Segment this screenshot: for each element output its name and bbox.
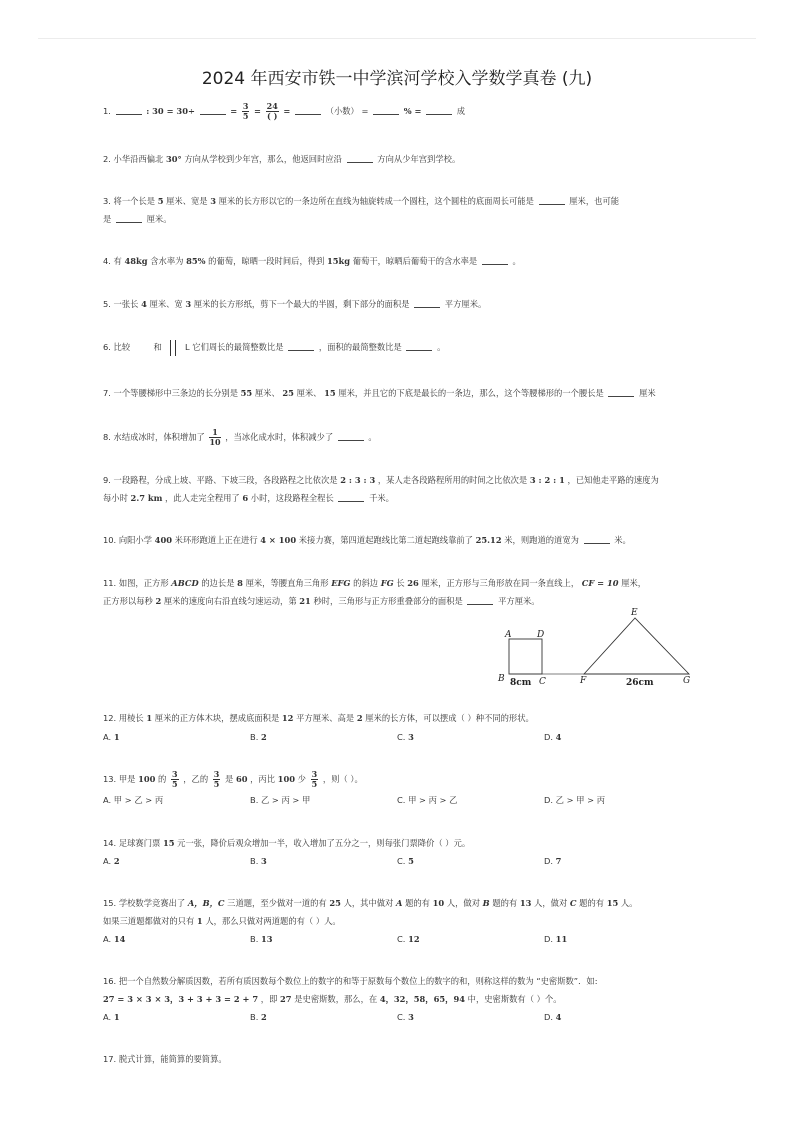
q15-qa: A <box>396 898 403 908</box>
q16-option-a[interactable]: A. 1 <box>103 1012 120 1022</box>
q13-d: 是 <box>224 774 234 784</box>
q15-n25: 25 <box>329 898 341 908</box>
q1-fraction-2 <box>266 102 279 121</box>
top-divider <box>38 38 756 39</box>
q2-blank <box>347 152 373 163</box>
question-16 <box>103 972 703 991</box>
q11-l2-a: 正方形以每秒 <box>103 596 153 606</box>
q11-label-A: A <box>505 630 512 640</box>
q11-blank <box>467 594 493 605</box>
q4-a: 4. 有 <box>103 256 122 266</box>
q13-n60: 60 <box>235 774 248 784</box>
q9-l2-a: 每小时 <box>103 493 128 503</box>
q5-n4: 4 <box>141 299 147 309</box>
q15-abc: A，B，C <box>187 898 225 908</box>
q1-percent: % = <box>403 106 422 116</box>
q8-a: 8. 水结成冰时，体积增加了 <box>103 432 205 442</box>
q6-e: 。 <box>437 342 446 352</box>
q13-option-d[interactable]: D. 乙 > 甲 > 丙 <box>544 795 606 805</box>
q16-list: 4，32，58，65，94 <box>379 994 465 1004</box>
q13-fraction-3: $\frac{3}{5}$ <box>311 769 318 789</box>
q9-l1-c: ，已知他走平路的速度为 <box>567 475 659 485</box>
q6-d: ，面积的最简整数比是 <box>318 342 402 352</box>
q10-a: 10. 向阳小学 <box>103 535 153 545</box>
q1-fraction-1 <box>242 102 250 121</box>
q7-n3: 15 <box>324 388 336 398</box>
q8-frac-num: 1 <box>209 428 220 438</box>
q11-n8: 8 <box>237 578 243 588</box>
q12-a: 12. 用棱长 <box>103 713 144 723</box>
q11-n2: 2 <box>155 596 162 606</box>
q13-option-a[interactable]: A. 甲 > 乙 > 丙 <box>103 795 164 805</box>
q11-triangle <box>584 618 689 674</box>
q4-weight: 48kg <box>124 256 148 266</box>
q9-l2-c: 小时，这段路程全程长 <box>250 493 334 503</box>
question-9 <box>103 471 703 490</box>
q4-blank <box>482 254 508 265</box>
q8-frac-den: 10 <box>209 437 221 447</box>
q13-option-b[interactable]: B. 乙 > 丙 > 甲 <box>250 795 311 805</box>
q1-eq3: = <box>283 106 291 116</box>
q15-l1-h: 题的有 <box>579 898 605 908</box>
q15-l1-c: 人，其中做对 <box>343 898 394 908</box>
q4-weight-2: 15kg <box>326 256 351 266</box>
q3-l2-a: 是 <box>103 214 112 224</box>
q5-blank <box>414 297 440 308</box>
q9-time: 6 <box>242 493 249 503</box>
q10-c: 米接力赛，第四道起跑线比第二道起跑线靠前了 <box>298 535 473 545</box>
q11-length-8cm: 8cm <box>510 678 532 688</box>
q1-blank-1 <box>116 104 142 115</box>
q15-option-c[interactable]: C. 12 <box>397 934 420 944</box>
q13-fraction-1: $\frac{3}{5}$ <box>172 769 178 789</box>
q13-f: 少 <box>297 774 306 784</box>
q9-l2-d: 千米。 <box>369 493 394 503</box>
q12-n1: 1 <box>146 713 153 723</box>
q2-text-a: 2. 小华沿西偏北 <box>103 154 164 164</box>
q12-option-a[interactable]: A. 1 <box>103 732 120 742</box>
q4-c: 的葡萄，晾晒一段时间后，得到 <box>208 256 325 266</box>
q6-b: 和 <box>153 342 162 352</box>
question-12 <box>103 709 703 728</box>
q9-ratio-1: 2 : 3 : 3 <box>340 475 376 485</box>
question-8 <box>103 428 703 447</box>
q3-l1-c: 厘米的长方形以它的一条边所在直线为轴旋转成一个圆柱，这个圆柱的底面周长可能是 <box>218 196 534 206</box>
question-3 <box>103 192 703 211</box>
q11-l1-c: 厘米，等腰直角三角形 <box>245 578 329 588</box>
question-2 <box>103 150 703 169</box>
question-3-line-2 <box>103 210 703 229</box>
q2-text-c: 方向从少年宫到学校。 <box>377 154 461 164</box>
q4-b: 含水率为 <box>150 256 184 266</box>
q12-n2: 2 <box>356 713 363 723</box>
q15-n13: 13 <box>519 898 532 908</box>
q11-l2-c: 秒时，三角形与正方形重叠部分的面积是 <box>313 596 463 606</box>
q12-option-b[interactable]: B. 2 <box>250 732 267 742</box>
q5-n3: 3 <box>185 299 192 309</box>
q10-relay: 4 × 100 <box>260 535 297 545</box>
q16-l1: 16. 把一个自然数分解质因数，若所有质因数每个数位上的数字的和等于原数每个数位上的数字的和，则称这样的数为 “史密斯数”．如: <box>103 976 598 986</box>
q13-g: ，则（ ）。 <box>322 774 363 784</box>
q10-blank <box>584 533 610 544</box>
q8-blank <box>338 430 364 441</box>
q9-l2-b: ，此人走完全程用了 <box>165 493 240 503</box>
q9-ratio-2: 3 : 2 : 1 <box>529 475 565 485</box>
q14-option-a[interactable]: A. 2 <box>103 856 120 866</box>
q11-label-C: C <box>539 677 546 687</box>
q3-l1-d: 厘米，也可能 <box>569 196 620 206</box>
q7-e: 厘米 <box>639 388 656 398</box>
question-10 <box>103 531 703 550</box>
q2-degree: 30° <box>165 154 182 164</box>
q6-shape-icon <box>168 338 178 357</box>
question-13 <box>103 770 703 789</box>
q5-a: 5. 一张长 <box>103 299 139 309</box>
q13-c: ，乙的 <box>183 774 209 784</box>
q11-abcd: ABCD <box>171 578 199 588</box>
q15-option-d[interactable]: D. 11 <box>544 934 568 944</box>
question-9-line-2 <box>103 489 703 508</box>
q7-blank <box>608 386 634 397</box>
q6-blank-2 <box>406 340 432 351</box>
q13-n100: 100 <box>138 774 156 784</box>
question-15 <box>103 894 703 913</box>
q1-frac1-num: 3 <box>242 101 249 111</box>
question-6 <box>103 338 703 357</box>
q3-n5: 5 <box>157 196 164 206</box>
q11-square <box>509 639 542 674</box>
q7-n1: 55 <box>240 388 253 398</box>
q9-l1-a: 9. 一段路程，分成上坡、平路、下坡三段，各段路程之比依次是 <box>103 475 338 485</box>
q15-qc: C <box>569 898 577 908</box>
q16-l2-a: ，即 <box>260 994 278 1004</box>
q15-l1-a: 15. 学校数学竞赛出了 <box>103 898 186 908</box>
question-16-line-2 <box>103 990 703 1009</box>
q5-d: 平方厘米。 <box>444 299 487 309</box>
q14-n15: 15 <box>162 838 175 848</box>
q11-label-F: F <box>580 676 587 686</box>
q1-blank-2 <box>200 104 226 115</box>
q12-c: 平方厘米、高是 <box>296 713 355 723</box>
q2-text-b: 方向从学校到少年宫，那么，他返回时应沿 <box>184 154 342 164</box>
q1-ratio: : 30 = 30÷ <box>146 106 195 116</box>
q11-label-D: D <box>537 630 545 640</box>
q11-cf: CF = 10 <box>581 578 619 588</box>
q15-n15: 15 <box>606 898 619 908</box>
q9-l1-b: ，某人走各段路程所用的时间之比依次是 <box>377 475 528 485</box>
q14-option-c[interactable]: C. 5 <box>397 856 414 866</box>
q13-e: ，丙比 <box>250 774 276 784</box>
page-title: 2024 年西安市铁一中学滨河学校入学数学真卷 (九) <box>201 69 593 89</box>
q3-l1-b: 厘米、宽是 <box>166 196 208 206</box>
q11-label-B: B <box>498 674 505 684</box>
q11-l1-f: 厘米，正方形与三角形放在同一条直线上， <box>421 578 580 588</box>
q15-l1-g: 人，做对 <box>534 898 568 908</box>
q15-l2-b: 人，那么只做对两道题的有（ ）人。 <box>205 916 341 926</box>
q15-n10: 10 <box>432 898 445 908</box>
q3-blank-2 <box>116 212 142 223</box>
q6-c: L 它们周长的最简整数比是 <box>185 342 284 352</box>
question-1 <box>103 102 703 121</box>
q13-option-c[interactable]: C. 甲 > 丙 > 乙 <box>397 795 458 805</box>
q7-a: 7. 一个等腰梯形中三条边的长分别是 <box>103 388 239 398</box>
q5-c: 厘米的长方形纸，剪下一个最大的半圆，剩下部分的面积是 <box>193 299 410 309</box>
q11-label-G: G <box>683 676 691 686</box>
q16-n27: 27 <box>280 994 292 1004</box>
q1-blank-3 <box>295 104 321 115</box>
q1-frac1-den: 5 <box>242 111 249 121</box>
q3-l1-a: 3. 将一个长是 <box>103 196 156 206</box>
q15-qb: B <box>482 898 490 908</box>
q3-blank-1 <box>539 194 565 205</box>
q15-l1-i: 人。 <box>620 898 638 908</box>
q11-l1-e: 长 <box>396 578 405 588</box>
q7-d: 厘米，并且它的下底是最长的一条边，那么，这个等腰梯形的一个腰长是 <box>338 388 604 398</box>
question-11 <box>103 574 703 593</box>
q15-n1: 1 <box>196 916 203 926</box>
q9-blank <box>338 491 364 502</box>
q12-option-d[interactable]: D. 4 <box>544 732 562 742</box>
question-7 <box>103 384 703 403</box>
q15-l1-e: 人，做对 <box>446 898 481 908</box>
q1-frac2-den: ( ) <box>267 111 278 121</box>
q11-figure <box>496 606 696 688</box>
q13-b: 的 <box>158 774 167 784</box>
q1-number: 1. <box>103 106 111 116</box>
q11-efg: EFG <box>331 578 351 588</box>
q6-blank-1 <box>288 340 314 351</box>
q9-speed: 2.7 km <box>130 493 163 503</box>
q13-n100b: 100 <box>277 774 295 784</box>
question-4 <box>103 252 703 271</box>
q15-l1-b: 三道题，至少做对一道的有 <box>227 898 327 908</box>
q6-a: 6. 比较 <box>103 342 131 352</box>
q12-option-c[interactable]: C. 3 <box>397 732 414 742</box>
q11-label-E: E <box>631 608 638 618</box>
q11-l1-d: 的斜边 <box>353 578 379 588</box>
q11-n21: 21 <box>299 596 311 606</box>
q15-option-a[interactable]: A. 14 <box>103 934 126 944</box>
q11-n26: 26 <box>407 578 419 588</box>
q11-fg: FG <box>380 578 394 588</box>
q14-b: 元一张，降价后观众增加一半，收入增加了五分之一，则每张门票降价（ ）元。 <box>177 838 471 848</box>
question-14 <box>103 834 703 853</box>
q15-l1-d: 题的有 <box>405 898 430 908</box>
q16-option-c[interactable]: C. 3 <box>397 1012 414 1022</box>
q1-decimal: （小数） = <box>325 106 369 116</box>
q13-fraction-2: $\frac{3}{5}$ <box>213 769 220 789</box>
q12-d: 厘米的长方体，可以摆成（ ）种不同的形状。 <box>365 713 534 723</box>
q16-l2-b: 是史密斯数，那么，在 <box>294 994 378 1004</box>
q7-n2: 25 <box>282 388 294 398</box>
q17-text: 17. 脱式计算，能简算的要简算。 <box>103 1054 227 1064</box>
q10-n: 400 <box>154 535 172 545</box>
q15-l2-a: 如果三道题都做对的只有 <box>103 916 195 926</box>
q15-option-b[interactable]: B. 13 <box>250 934 273 944</box>
q8-b: ，当冰化成水时，体积减少了 <box>225 432 334 442</box>
q1-eq2: = <box>254 106 261 116</box>
q11-l2-d: 平方厘米。 <box>498 596 540 606</box>
q4-percent: 85% <box>186 256 206 266</box>
q7-b: 厘米、 <box>254 388 280 398</box>
q14-option-b[interactable]: B. 3 <box>250 856 267 866</box>
q1-blank-4 <box>373 104 399 115</box>
q4-e: 。 <box>512 256 521 266</box>
q10-d: 米，则跑道的道宽为 <box>504 535 579 545</box>
q1-cheng: 成 <box>456 106 466 116</box>
question-17 <box>103 1050 703 1069</box>
q4-d: 葡萄干，晾晒后葡萄干的含水率是 <box>352 256 478 266</box>
q10-distance: 25.12 <box>475 535 502 545</box>
q10-e: 米。 <box>614 535 631 545</box>
q7-c: 厘米、 <box>296 388 322 398</box>
q16-option-d[interactable]: D. 4 <box>544 1012 562 1022</box>
q11-l1-g: 厘米， <box>621 578 647 588</box>
q10-b: 米环形跑道上正在进行 <box>174 535 258 545</box>
q1-eq1: = <box>230 106 238 116</box>
q16-equation: 27 = 3 × 3 × 3，3 + 3 + 3 = 2 + 7 <box>103 994 259 1004</box>
q1-blank-5 <box>426 104 452 115</box>
q14-option-d[interactable]: D. 7 <box>544 856 562 866</box>
q3-l2-b: 厘米。 <box>146 214 172 224</box>
q12-n12: 12 <box>281 713 294 723</box>
q13-a: 13. 甲是 <box>103 774 136 784</box>
q1-frac2-num: 24 <box>266 101 278 111</box>
q3-n3: 3 <box>210 196 217 206</box>
q11-length-26cm: 26cm <box>626 678 654 688</box>
q14-a: 14. 足球赛门票 <box>103 838 161 848</box>
q16-option-b[interactable]: B. 2 <box>250 1012 267 1022</box>
q8-fraction <box>209 428 220 447</box>
q16-l2-c: 中，史密斯数有（ ）个。 <box>467 994 562 1004</box>
q12-b: 厘米的正方体木块，摆成底面积是 <box>154 713 280 723</box>
q8-c: 。 <box>368 432 377 442</box>
q5-b: 厘米、宽 <box>149 299 183 309</box>
q15-l1-f: 题的有 <box>492 898 518 908</box>
question-5 <box>103 295 703 314</box>
q11-l1-b: 的边长是 <box>201 578 235 588</box>
q11-l1-a: 11. 如图，正方形 <box>103 578 169 588</box>
question-15-line-2 <box>103 912 703 931</box>
q11-l2-b: 厘米的速度向右沿直线匀速运动，第 <box>163 596 297 606</box>
